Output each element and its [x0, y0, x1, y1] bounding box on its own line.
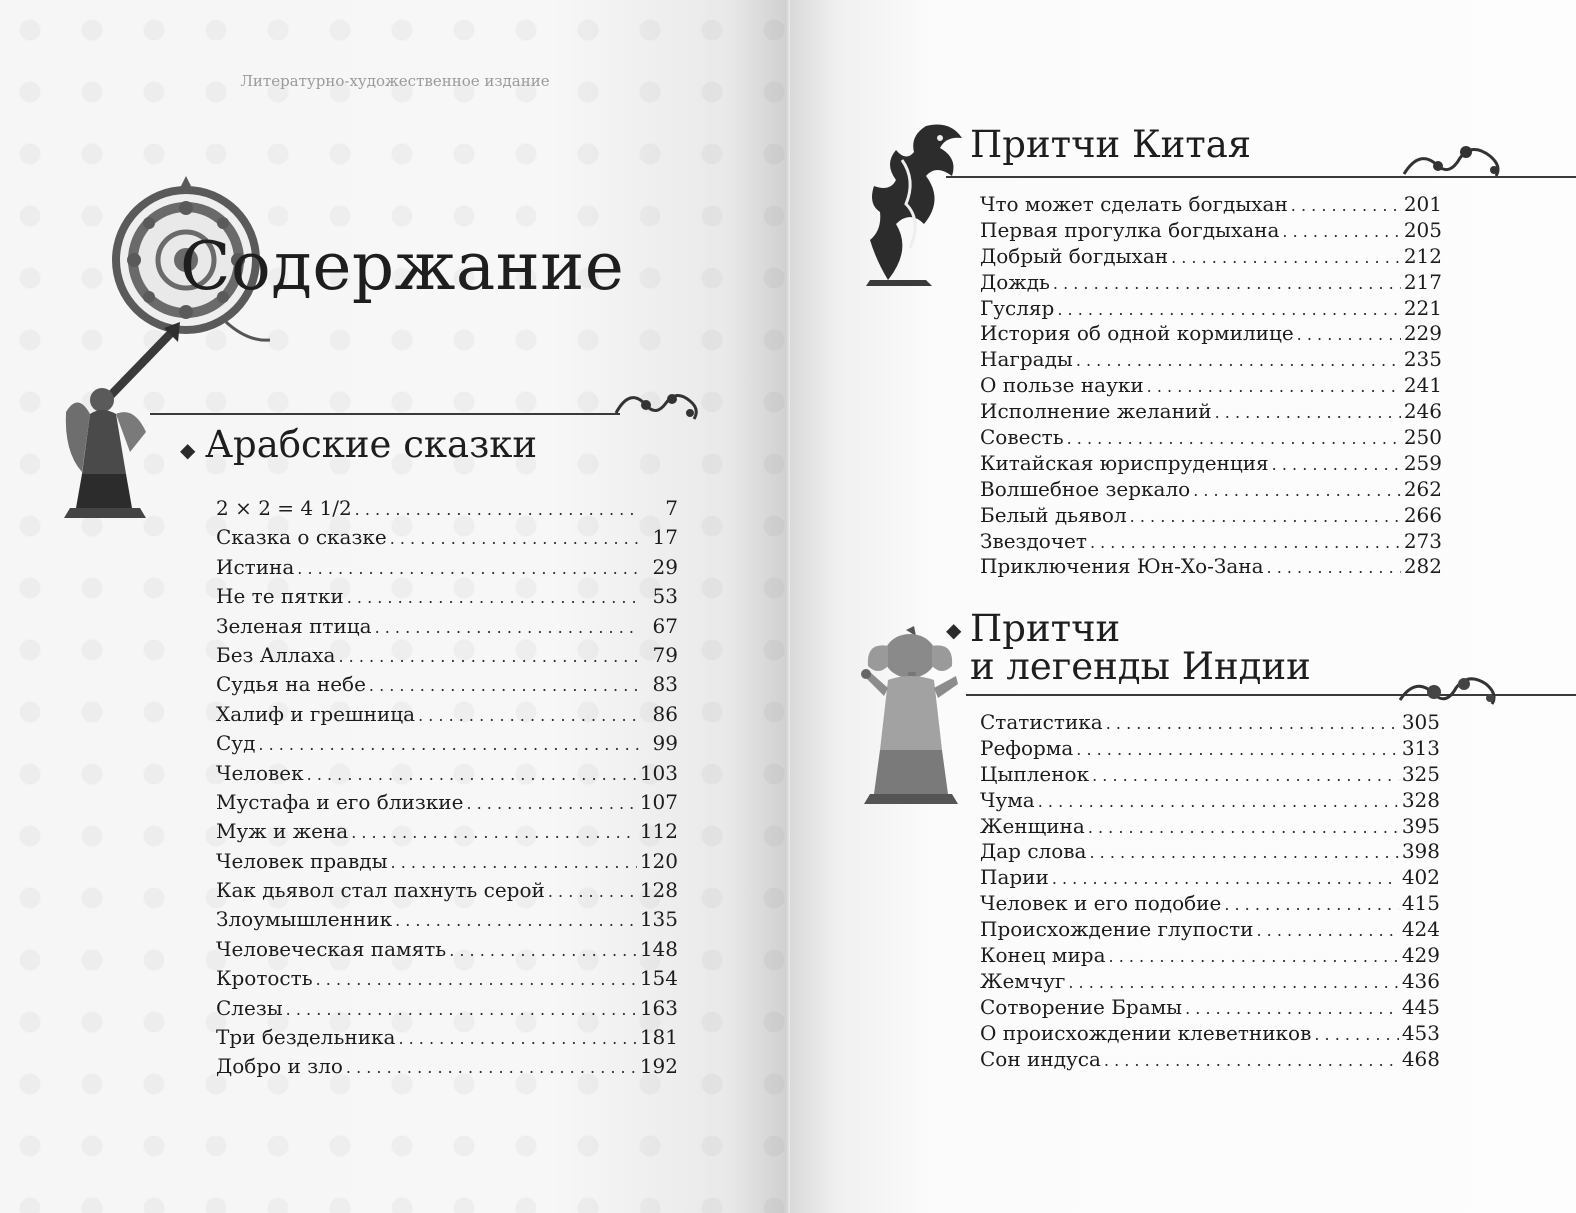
toc-entry[interactable] [216, 582, 678, 611]
ganesha-figure-icon [858, 626, 968, 808]
toc-entry-page: 229 [1403, 321, 1442, 346]
toc-entry-page: 221 [1403, 295, 1442, 320]
toc-entry-page: 250 [1403, 425, 1442, 450]
toc-entry-title: Происхождение глупости [980, 917, 1254, 942]
toc-entry-title: Не те пятки [216, 584, 344, 609]
toc-entry[interactable] [980, 814, 1440, 840]
toc-entry[interactable] [980, 503, 1442, 529]
running-head: Литературно-художественное издание [240, 72, 550, 90]
toc-entry[interactable] [216, 670, 678, 699]
toc-entry-page: 79 [652, 642, 678, 667]
toc-entry-page: 86 [652, 701, 678, 726]
toc-entry-title: Мустафа и его близкие [216, 789, 464, 814]
toc-entry[interactable] [980, 736, 1440, 762]
toc-entry-title: Парии [980, 865, 1049, 890]
toc-entry-page: 453 [1401, 1020, 1440, 1045]
toc-entry-page: 192 [639, 1054, 678, 1079]
toc-entry[interactable] [216, 847, 678, 876]
diamond-bullet-icon: ◆ [946, 618, 962, 642]
toc-entry-title: Реформа [980, 735, 1074, 760]
toc-entry[interactable] [216, 612, 678, 641]
diamond-bullet-icon: ◆ [180, 438, 196, 462]
toc-entry-title: Конец мира [980, 943, 1106, 968]
toc-entry[interactable] [980, 451, 1442, 477]
toc-entry-page: 398 [1401, 839, 1440, 864]
toc-entry-page: 468 [1401, 1046, 1440, 1071]
toc-entry-title: Сон индуса [980, 1046, 1101, 1071]
toc-entry[interactable] [980, 373, 1442, 399]
toc-entry[interactable] [980, 1021, 1440, 1047]
toc-entry-title: Гусляр [980, 295, 1055, 320]
toc-entry[interactable] [216, 700, 678, 729]
toc-entry-title: Цыпленок [980, 761, 1090, 786]
toc-entry-page: 154 [639, 966, 678, 991]
toc-entry-title: Человек правды [216, 848, 388, 873]
toc-entry[interactable] [980, 218, 1442, 244]
toc-entry-page: 429 [1401, 943, 1440, 968]
toc-entry-title: Звездочет [980, 528, 1087, 553]
toc-entry-page: 212 [1403, 243, 1442, 268]
toc-entry-title: Сказка о сказке [216, 525, 387, 550]
toc-entry-page: 17 [652, 525, 678, 550]
toc-entry[interactable] [980, 296, 1442, 322]
toc-entry-title: Человек и его подобие [980, 891, 1222, 916]
toc-entry-page: 246 [1403, 399, 1442, 424]
toc-entry-page: 266 [1403, 502, 1442, 527]
toc-entry-title: 2 × 2 = 4 1/2 [216, 496, 352, 520]
trumpeter-figure-icon [60, 322, 180, 518]
toc-entry-title: Три бездельника [216, 1025, 396, 1050]
page-title: Содержание [180, 228, 625, 305]
section-heading-arabic: Арабские сказки [205, 423, 538, 466]
toc-entry-page: 205 [1403, 217, 1442, 242]
toc-entry-page: 120 [639, 848, 678, 873]
toc-entry-page: 436 [1401, 968, 1440, 993]
toc-entry[interactable] [980, 917, 1440, 943]
toc-list-india [980, 710, 1440, 1072]
toc-list-china [980, 192, 1442, 580]
toc-entry-title: О пользе науки [980, 373, 1144, 398]
toc-entry[interactable] [216, 1023, 678, 1052]
toc-entry[interactable] [980, 554, 1442, 580]
toc-entry-title: Приключения Юн-Хо-Зана [980, 554, 1264, 579]
vine-scroll-ornament-icon [1398, 140, 1508, 180]
toc-entry[interactable] [980, 865, 1440, 891]
toc-entry[interactable] [216, 1052, 678, 1081]
toc-entry[interactable] [980, 321, 1442, 347]
toc-entry-page: 395 [1401, 813, 1440, 838]
toc-entry-page: 99 [652, 731, 678, 756]
toc-entry-title: Волшебное зеркало [980, 476, 1191, 501]
toc-entry-title: Женщина [980, 813, 1085, 838]
toc-entry-title: Добрый богдыхан [980, 243, 1169, 268]
toc-entry[interactable] [980, 244, 1442, 270]
section-heading-india-line1: Притчи [970, 607, 1121, 650]
toc-entry-page: 53 [652, 584, 678, 609]
toc-entry[interactable] [216, 641, 678, 670]
toc-entry-page: 262 [1403, 476, 1442, 501]
toc-entry-page: 135 [639, 907, 678, 932]
toc-entry-page: 305 [1401, 710, 1440, 734]
toc-entry-page: 103 [639, 760, 678, 785]
toc-entry-title: Человек [216, 760, 304, 785]
vine-scroll-ornament-icon [1396, 670, 1504, 710]
toc-entry[interactable] [980, 710, 1440, 736]
toc-entry[interactable] [980, 891, 1440, 917]
vine-scroll-ornament-icon [612, 383, 704, 425]
toc-entry-title: Награды [980, 347, 1073, 372]
toc-entry-title: Без Аллаха [216, 642, 336, 667]
toc-entry[interactable] [216, 523, 678, 552]
toc-entry-title: Как дьявол стал пахнуть серой [216, 878, 545, 903]
toc-entry-title: Совесть [980, 425, 1064, 450]
toc-entry-page: 67 [652, 613, 678, 638]
toc-entry-title: Человеческая память [216, 936, 447, 961]
toc-entry-title: О происхождении клеветников [980, 1020, 1312, 1045]
toc-entry[interactable] [980, 788, 1440, 814]
toc-entry-title: Чума [980, 787, 1035, 812]
toc-entry-title: Злоумышленник [216, 907, 393, 932]
toc-entry-page: 328 [1401, 787, 1440, 812]
toc-entry[interactable] [980, 943, 1440, 969]
toc-entry-page: 325 [1401, 761, 1440, 786]
toc-entry-title: Добро и зло [216, 1054, 343, 1079]
toc-entry[interactable] [216, 817, 678, 846]
toc-entry-page: 112 [639, 819, 678, 844]
toc-entry[interactable] [980, 995, 1440, 1021]
toc-entry[interactable] [216, 759, 678, 788]
toc-entry[interactable] [216, 553, 678, 582]
toc-entry-title: Белый дьявол [980, 502, 1127, 527]
toc-entry[interactable] [216, 905, 678, 934]
toc-entry-title: Сотворение Брамы [980, 994, 1183, 1019]
toc-entry-title: Статистика [980, 710, 1103, 734]
toc-entry-page: 181 [639, 1025, 678, 1050]
toc-entry-page: 445 [1401, 994, 1440, 1019]
toc-entry[interactable] [216, 729, 678, 758]
toc-entry-title: Халиф и грешница [216, 701, 416, 726]
toc-entry-page: 148 [639, 936, 678, 961]
toc-entry[interactable] [216, 994, 678, 1023]
toc-entry-page: 273 [1403, 528, 1442, 553]
toc-entry-page: 7 [665, 496, 678, 520]
toc-entry-page: 29 [652, 554, 678, 579]
toc-entry-title: Что может сделать богдыхан [980, 192, 1288, 216]
toc-entry[interactable] [216, 964, 678, 993]
toc-entry-page: 259 [1403, 450, 1442, 475]
toc-entry-page: 163 [639, 995, 678, 1020]
toc-entry-page: 83 [652, 672, 678, 697]
toc-entry[interactable] [980, 399, 1442, 425]
toc-entry-page: 241 [1403, 373, 1442, 398]
toc-entry-title: Дождь [980, 269, 1050, 294]
toc-entry-title: Зеленая птица [216, 613, 372, 638]
toc-entry[interactable] [980, 192, 1442, 218]
toc-entry[interactable] [980, 270, 1442, 296]
toc-entry[interactable] [980, 1047, 1440, 1073]
toc-entry-title: Дар слова [980, 839, 1087, 864]
toc-entry[interactable] [980, 529, 1442, 555]
toc-entry-title: Слезы [216, 995, 283, 1020]
toc-entry-page: 402 [1401, 865, 1440, 890]
toc-entry-title: Первая прогулка богдыхана [980, 217, 1280, 242]
toc-entry-page: 415 [1401, 891, 1440, 916]
toc-list-arabic [216, 494, 678, 1082]
toc-entry[interactable] [216, 876, 678, 905]
toc-entry[interactable] [980, 425, 1442, 451]
toc-entry[interactable] [980, 969, 1440, 995]
toc-entry-title: Кротость [216, 966, 313, 991]
toc-entry-page: 201 [1403, 192, 1442, 216]
toc-entry-page: 107 [639, 789, 678, 814]
toc-entry[interactable] [216, 494, 678, 523]
chinese-dragon-icon [866, 120, 970, 286]
toc-entry-title: Китайская юриспруденция [980, 450, 1269, 475]
toc-entry[interactable] [216, 935, 678, 964]
toc-entry-page: 313 [1401, 735, 1440, 760]
toc-entry[interactable] [980, 347, 1442, 373]
toc-entry-page: 235 [1403, 347, 1442, 372]
toc-entry-page: 217 [1403, 269, 1442, 294]
toc-entry[interactable] [980, 762, 1440, 788]
right-page [790, 0, 1576, 1213]
toc-entry-page: 424 [1401, 917, 1440, 942]
section-rule [150, 413, 620, 415]
section-heading-india-line2: и легенды Индии [970, 645, 1311, 688]
toc-entry-title: Исполнение желаний [980, 399, 1212, 424]
toc-entry-page: 282 [1403, 554, 1442, 579]
toc-entry[interactable] [980, 839, 1440, 865]
toc-entry-title: Жемчуг [980, 968, 1066, 993]
section-heading-china: Притчи Китая [970, 123, 1252, 166]
toc-entry-title: Муж и жена [216, 819, 349, 844]
toc-entry[interactable] [980, 477, 1442, 503]
toc-entry-title: История об одной кормилице [980, 321, 1294, 346]
toc-entry-page: 128 [639, 878, 678, 903]
toc-entry-title: Суд [216, 731, 256, 756]
toc-entry[interactable] [216, 788, 678, 817]
toc-entry-title: Судья на небе [216, 672, 366, 697]
toc-entry-title: Истина [216, 554, 295, 579]
